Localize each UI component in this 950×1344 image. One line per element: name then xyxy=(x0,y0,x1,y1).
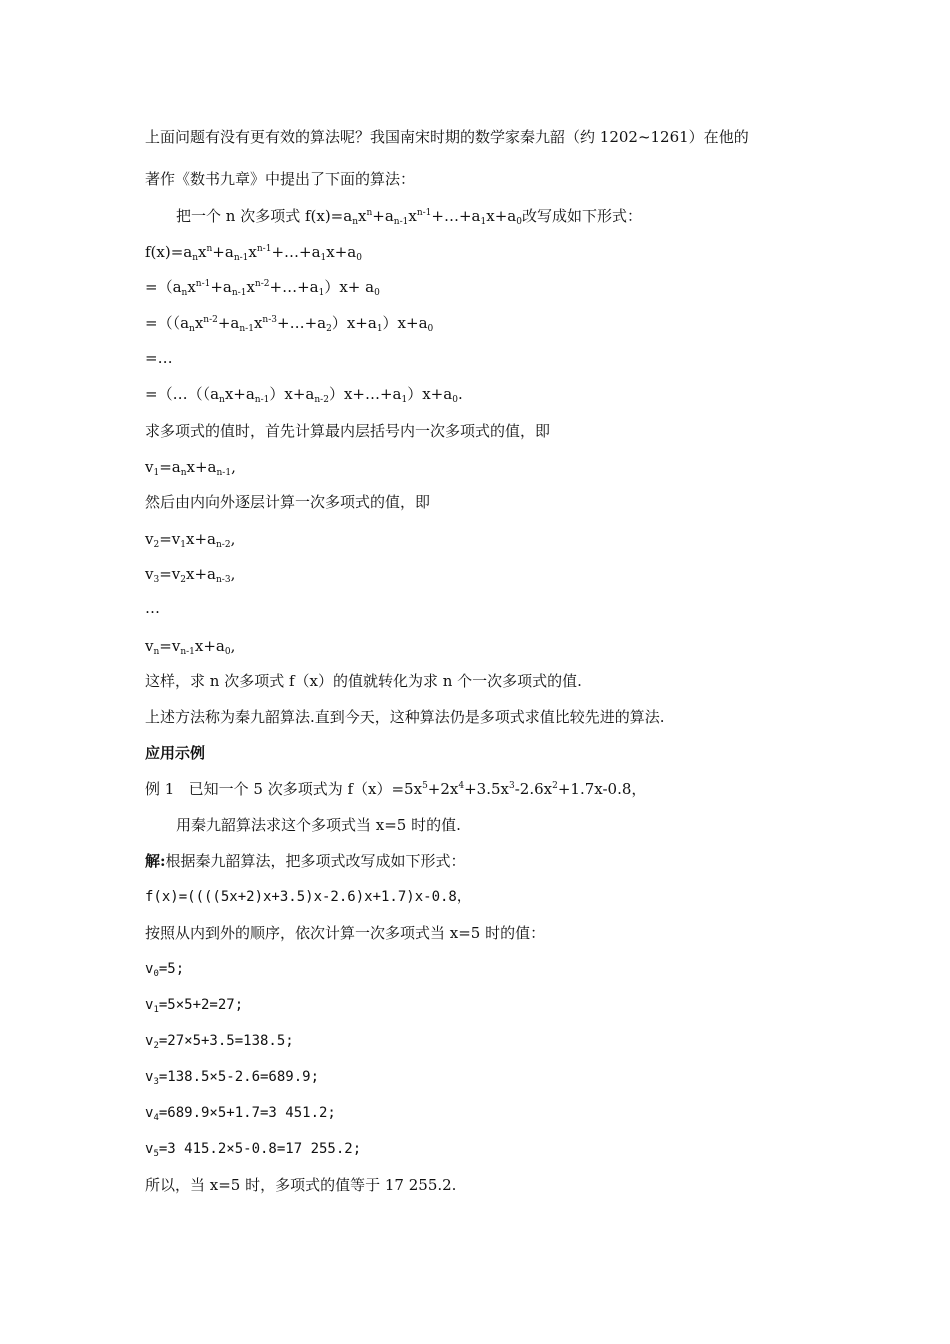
polynomial-definition: 把一个 n 次多项式 $f(x)=a_nx^n+a_{n-1}x^{n-1}+\dots+a_1x+a_0$改写成如下形式： xyxy=(176,207,642,227)
step-v2: $v_2=27\times 5+3.5=138.5$; xyxy=(145,1033,294,1051)
step-v3: $v_3=138.5\times 5-2.6=689.9$; xyxy=(145,1069,320,1087)
then-outer-text: 然后由内向外逐层计算一次多项式的值，即 xyxy=(145,493,431,511)
example-statement: 例 1 已知一个 5 次多项式为 $f(x)=5x^5+2x^4+3.5x^3-2.6x^2+1.7x-0.8$， xyxy=(145,780,647,798)
conclusion-text: 这样，求 n 次多项式 f（x）的值就转化为求 n 个一次多项式的值. xyxy=(145,672,582,690)
intro-line-2: 著作《数书九章》中提出了下面的算法： xyxy=(145,170,416,188)
step-v5: $v_5=3$ 415.2×5-0.8=17 255.2; xyxy=(145,1141,362,1159)
section-title: 应用示例 xyxy=(145,744,206,762)
formula-line-2: $=(a_nx^{n-1}+a_{n-1}x^{n-2}+\dots+a_1)x+ a_0$ xyxy=(145,278,380,298)
order-text: 按照从内到外的顺序，依次计算一次多项式当 x=5 时的值： xyxy=(145,924,546,942)
example-label: 例 1 xyxy=(145,780,175,798)
solution-label: 解: xyxy=(145,852,166,870)
formula-line-4: =… xyxy=(145,349,173,367)
step-v4: $v_4=689.9\times 5+1.7=3$ 451.2; xyxy=(145,1105,336,1123)
solution-intro: 解:根据秦九韶算法，把多项式改写成如下形式： xyxy=(145,852,466,870)
formula-line-1: $f(x)=a_nx^n+a_{n-1}x^{n-1}+\dots+a_1x+a_0$ xyxy=(145,243,362,263)
vn-definition: $v_n=v_{n-1}x+a_0$, xyxy=(145,637,236,657)
step-v0: $v_0=5$; xyxy=(145,961,185,979)
final-result: 所以，当 x=5 时，多项式的值等于 17 255.2. xyxy=(145,1176,457,1194)
v2-definition: $v_2=v_1x+a_{n-2}$, xyxy=(145,530,236,550)
v3-definition: $v_3=v_2x+a_{n-3}$, xyxy=(145,565,236,585)
intro-line-1: 上面问题有没有更有效的算法呢？我国南宋时期的数学家秦九韶（约 1202~1261）在他的 xyxy=(145,128,749,146)
example-task: 用秦九韶算法求这个多项式当 x=5 时的值. xyxy=(176,816,461,834)
formula-line-5: $=(\dots((a_nx+a_{n-1})x+a_{n-2})x+\dots+a_1)x+a_0$. xyxy=(145,385,463,405)
formula-line-3: $=((a_nx^{n-2}+a_{n-1}x^{n-3}+\dots+a_2)x+a_1)x+a_0$ xyxy=(145,314,434,334)
step-v1: $v_1=5\times 5+2=27$; xyxy=(145,997,244,1015)
ellipsis: … xyxy=(145,599,160,617)
nested-form: f(x)=((((5x+2)x+3.5)x-2.6)x+1.7)x-0.8， xyxy=(145,889,471,905)
v1-definition: $v_1=a_nx+a_{n-1}$, xyxy=(145,458,236,478)
compute-inner-text: 求多项式的值时，首先计算最内层括号内一次多项式的值，即 xyxy=(145,422,551,440)
method-name-note: 上述方法称为秦九韶算法.直到今天，这种算法仍是多项式求值比较先进的算法. xyxy=(145,708,665,726)
